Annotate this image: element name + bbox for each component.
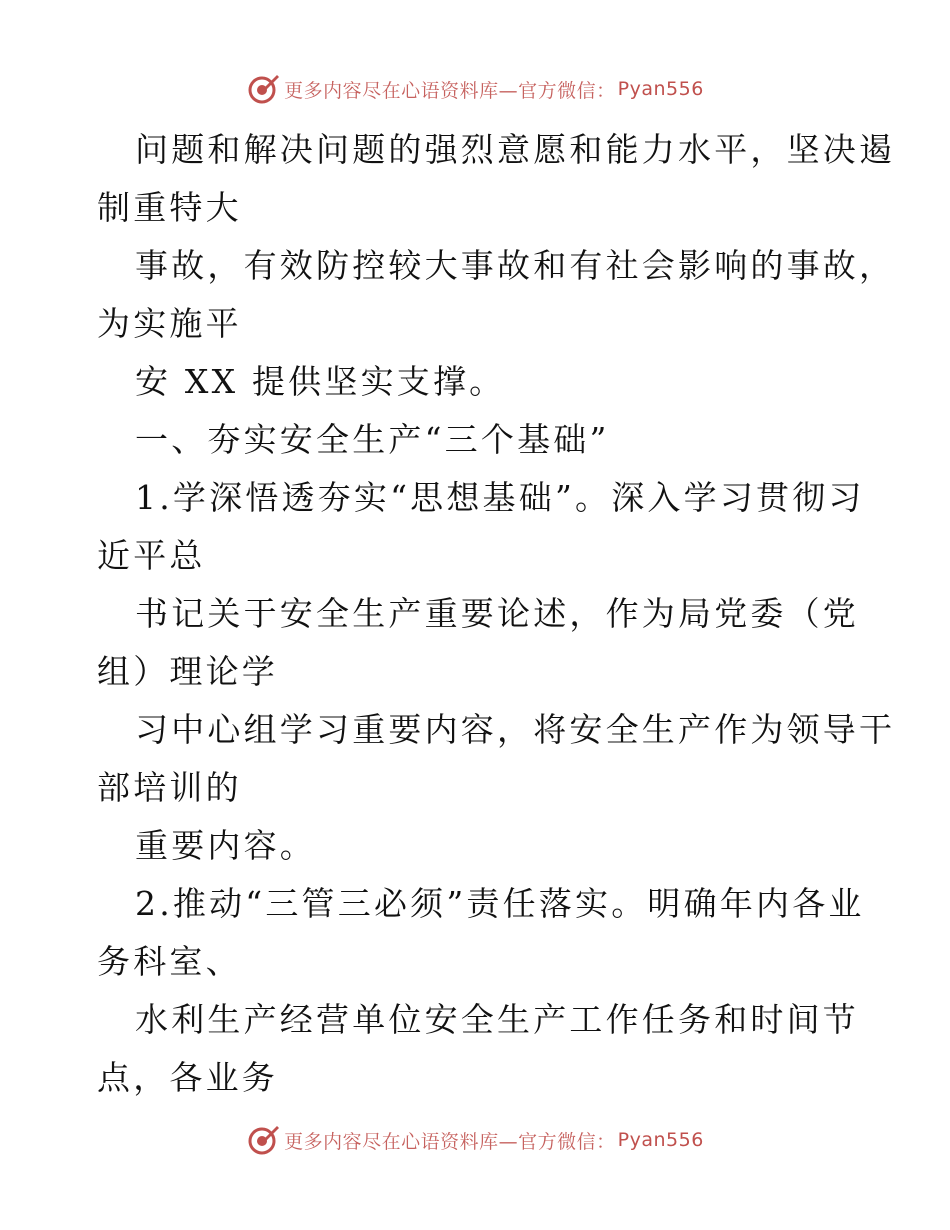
watermark-text: 更多内容尽在心语资料库—官方微信：	[284, 79, 616, 102]
text-line: 安 XX 提供坚实支撑。	[135, 362, 506, 401]
footer-watermark	[0, 1120, 950, 1160]
text-line: 2.推动“三管三必须”责任落实。明确年内各业	[135, 884, 865, 923]
text-line: 组）理论学	[97, 652, 278, 691]
watermark-text: 更多内容尽在心语资料库—官方微信：	[284, 1130, 616, 1153]
text-line: 部培训的	[97, 768, 242, 807]
text-line: 事故，有效防控较大事故和有社会影响的事故，	[135, 246, 896, 285]
text-line: 点，各业务	[97, 1058, 278, 1097]
text-line: 近平总	[97, 536, 206, 575]
text-line: 为实施平	[97, 304, 242, 343]
header-watermark	[0, 69, 950, 109]
text-line: 书记关于安全生产重要论述，作为局党委（党	[135, 594, 859, 633]
text-line: 重要内容。	[135, 826, 316, 865]
text-line: 一、夯实安全生产“三个基础”	[135, 420, 610, 459]
text-line: 制重特大	[97, 188, 242, 227]
watermark-wechat-id: Pyan556	[617, 1129, 704, 1151]
document-body	[97, 121, 896, 1107]
pen-logo-icon	[246, 72, 280, 106]
watermark-wechat-id: Pyan556	[617, 78, 704, 100]
text-line: 问题和解决问题的强烈意愿和能力水平，坚决遏	[135, 130, 896, 169]
text-line: 习中心组学习重要内容，将安全生产作为领导干	[135, 710, 896, 749]
text-line: 1.学深悟透夯实“思想基础”。深入学习贯彻习	[135, 478, 865, 517]
pen-logo-icon	[246, 1123, 280, 1157]
text-line: 水利生产经营单位安全生产工作任务和时间节	[135, 1000, 859, 1039]
text-line: 务科室、	[97, 942, 242, 981]
